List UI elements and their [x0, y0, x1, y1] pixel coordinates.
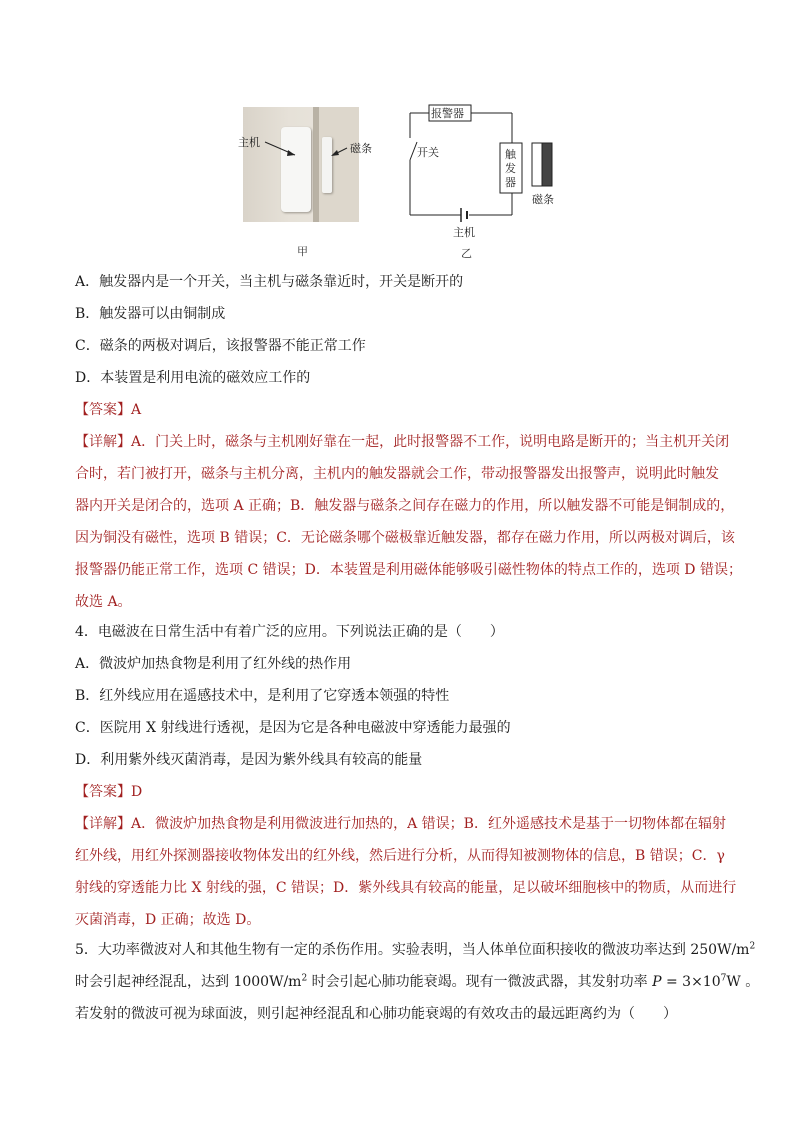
q4-option-d: D．利用紫外线灭菌消毒，是因为紫外线具有较高的能量 [75, 752, 423, 768]
photo-label-host: 主机 [238, 136, 260, 149]
q5-line-3: 若发射的微波可视为球面波，则引起神经混乱和心肺功能衰竭的有效攻击的最远距离约为（ ） [75, 1006, 677, 1022]
caption-a: 甲 [297, 245, 308, 258]
magnet-label: 磁条 [532, 193, 554, 206]
trigger-label-2: 发 [505, 162, 516, 175]
q3-option-a: A．触发器内是一个开关，当主机与磁条靠近时，开关是断开的 [75, 274, 464, 290]
q3-answer-tag: 【答案】 [75, 402, 131, 418]
q5-sup-1: 2 [749, 941, 756, 952]
trigger-label-3: 器 [505, 176, 516, 189]
q5-line-2-part-e: W 。 [726, 974, 760, 990]
q5-line-2-part-a: 时会引起神经混乱，达到 1000W/m [75, 974, 302, 990]
q4-answer-tag: 【答案】 [75, 784, 131, 800]
q3-detail-tag: 【详解】 [75, 434, 131, 450]
photo-label-magnet: 磁条 [350, 142, 372, 155]
q5-line-1-text: 5．大功率微波对人和其他生物有一定的杀伤作用。实验表明，当人体单位面积接收的微波功率达到 250W/m [75, 942, 750, 958]
q5-sup-3: 7 [720, 973, 727, 984]
q3-option-b: B．触发器可以由铜制成 [75, 306, 226, 322]
q3-detail-line-5: 报警器仍能正常工作，选项 C 错误；D．本装置是利用磁体能够吸引磁性物体的特点工作的，选项 D 错误； [75, 562, 742, 578]
q4-detail-line-2: 红外线，用红外探测器接收物体发出的红外线，然后进行分析，从而得知被测物体的信息，B 错误；C．γ [75, 848, 725, 864]
q4-detail-line-4: 灭菌消毒，D 正确；故选 D。 [75, 912, 261, 928]
circuit-diagram [395, 100, 565, 240]
q4-detail-line-3: 射线的穿透能力比 X 射线的强，C 错误；D．紫外线具有较高的能量，足以破坏细胞核中的物质，从而进行 [75, 880, 737, 896]
q4-detail-text-1: A．微波炉加热食物是利用微波进行加热的，A 错误；B．红外遥感技术是基于一切物体都在辐射 [131, 816, 726, 832]
q3-detail-line-3: 器内开关是闭合的，选项 A 正确；B．触发器与磁条之间存在磁力的作用，所以触发器不可能是铜制成的， [75, 498, 735, 514]
q4-option-a: A．微波炉加热食物是利用了红外线的热作用 [75, 656, 352, 672]
switch-label: 开关 [417, 146, 439, 159]
alarm-label: 报警器 [431, 107, 464, 120]
q4-detail-line-1 [75, 814, 725, 834]
q4-option-b: B．红外线应用在遥感技术中，是利用了它穿透本领强的特性 [75, 688, 450, 704]
switch-lever [410, 142, 417, 160]
q3-detail-line-1 [75, 432, 730, 452]
q3-detail-line-2: 合时，若门被打开，磁条与主机分离，主机内的触发器就会工作，带动报警器发出报警声，说明此时触发 [75, 466, 719, 482]
host-label: 主机 [453, 226, 475, 239]
q5-sup-2: 2 [301, 973, 308, 984]
q4-option-c: C．医院用 X 射线进行透视，是因为它是各种电磁波中穿透能力最强的 [75, 720, 511, 736]
q3-option-c: C．磁条的两极对调后，该报警器不能正常工作 [75, 338, 366, 354]
magnet-dark [542, 143, 552, 186]
trigger-label-1: 触 [505, 148, 516, 161]
q4-answer [75, 782, 725, 802]
q3-answer [75, 400, 725, 420]
q5-line-2-var-p: P [652, 974, 662, 990]
q3-detail-line-4: 因为铜没有磁性，选项 B 错误；C．无论磁条哪个磁极靠近触发器，都存在磁力作用，所以两极对调后，该 [75, 530, 735, 546]
magnet-white [532, 143, 542, 186]
q4-stem: 4．电磁波在日常生活中有着广泛的应用。下列说法正确的是（ ） [75, 624, 504, 640]
q5-line-1 [75, 940, 756, 960]
photo-arrows [243, 100, 363, 180]
q4-detail-tag: 【详解】 [75, 816, 131, 832]
caption-b: 乙 [461, 247, 472, 260]
figure-area [0, 0, 794, 270]
q3-detail-text-1: A．门关上时，磁条与主机刚好靠在一起，此时报警器不工作，说明电路是断开的；当主机开关闭 [131, 434, 730, 450]
q5-line-2-part-b: 时会引起心肺功能衰竭。现有一微波武器，其发射功率 [307, 974, 653, 990]
q4-answer-value: D [131, 784, 143, 800]
q5-line-2 [75, 972, 760, 992]
q3-option-d: D．本装置是利用电流的磁效应工作的 [75, 370, 311, 386]
q3-answer-value: A [131, 402, 142, 418]
q3-detail-line-6: 故选 A。 [75, 594, 132, 610]
q5-line-2-part-d: = 3×10 [661, 974, 721, 990]
